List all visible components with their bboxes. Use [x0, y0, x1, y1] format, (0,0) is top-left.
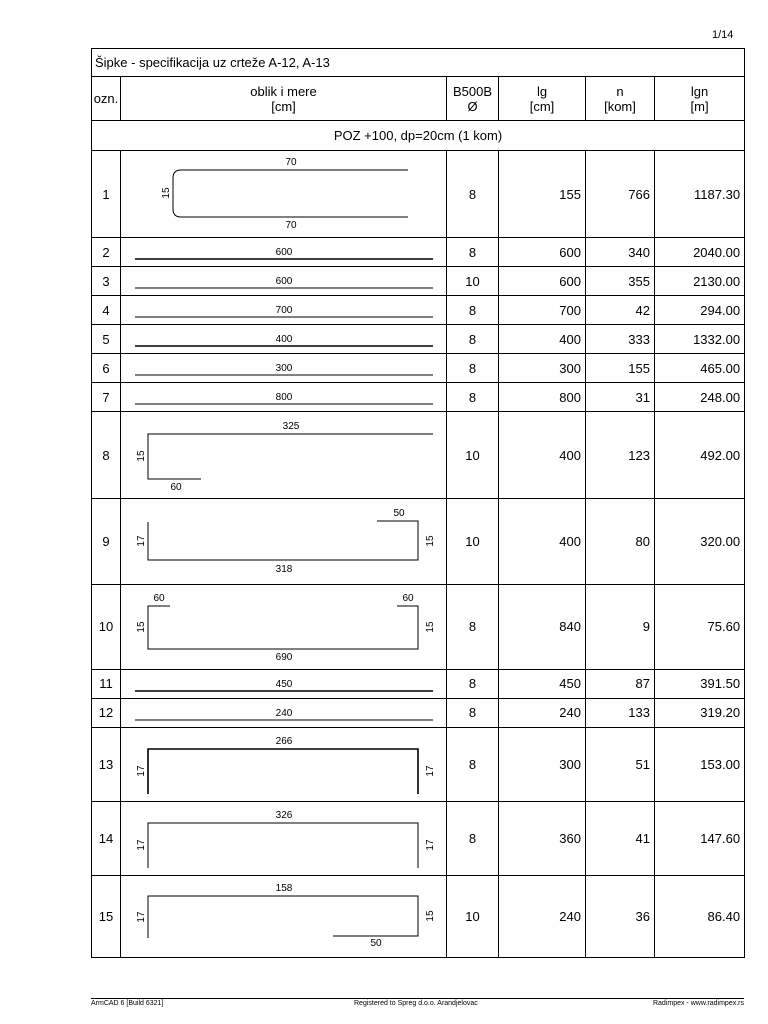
row-count: 31 [586, 383, 655, 412]
row-total: 248.00 [655, 383, 745, 412]
row-diameter: 8 [447, 325, 499, 354]
dim-main: 240 [275, 707, 293, 719]
row-mark: 1 [92, 151, 121, 238]
row-total: 86.40 [655, 875, 745, 957]
dim-left: 17 [136, 839, 147, 851]
row-length: 700 [499, 296, 586, 325]
dim-main: 600 [275, 247, 293, 259]
bar-shape-drawing [121, 585, 447, 669]
header-total: lgn [m] [655, 77, 745, 121]
bar-shape-drawing [121, 238, 447, 266]
bar-shape-drawing [121, 500, 447, 584]
row-mark: 4 [92, 296, 121, 325]
row-mark: 14 [92, 801, 121, 875]
dim-right: 15 [425, 910, 436, 922]
row-mark: 7 [92, 383, 121, 412]
table-row [92, 151, 745, 238]
row-diameter: 8 [447, 383, 499, 412]
row-shape [121, 412, 447, 499]
header-count: n [kom] [586, 77, 655, 121]
bar-shape-drawing [121, 151, 447, 237]
dim-bottom: 60 [170, 482, 182, 494]
dim-bottom: 50 [370, 937, 382, 949]
dim-main: 450 [275, 678, 293, 690]
row-mark: 11 [92, 669, 121, 698]
row-count: 42 [586, 296, 655, 325]
footer-registration: Registered to Spreg d.o.o. Arandjelovac [354, 1000, 478, 1007]
row-total: 391.50 [655, 669, 745, 698]
row-diameter: 8 [447, 151, 499, 238]
bar-shape-drawing [121, 412, 447, 498]
row-count: 766 [586, 151, 655, 238]
row-shape [121, 325, 447, 354]
table-row [92, 727, 745, 801]
dim-top: 326 [275, 809, 293, 821]
row-length: 360 [499, 801, 586, 875]
row-total: 1187.30 [655, 151, 745, 238]
row-length: 800 [499, 383, 586, 412]
dim-left: 17 [136, 911, 147, 923]
row-shape [121, 875, 447, 957]
row-mark: 8 [92, 412, 121, 499]
dim-top: 266 [275, 735, 293, 747]
row-shape [121, 698, 447, 727]
row-diameter: 8 [447, 354, 499, 383]
row-count: 36 [586, 875, 655, 957]
row-mark: 3 [92, 267, 121, 296]
row-shape [121, 267, 447, 296]
row-total: 2130.00 [655, 267, 745, 296]
dim-top: 325 [282, 421, 300, 433]
row-shape [121, 801, 447, 875]
rebar-specification-table [91, 48, 745, 958]
row-mark: 9 [92, 499, 121, 584]
table-row [92, 499, 745, 584]
dim-left: 15 [161, 187, 172, 199]
table-row [92, 698, 745, 727]
header-length: lg [cm] [499, 77, 586, 121]
row-shape [121, 499, 447, 584]
row-diameter: 10 [447, 875, 499, 957]
row-count: 340 [586, 238, 655, 267]
row-length: 240 [499, 698, 586, 727]
table-row [92, 669, 745, 698]
row-length: 600 [499, 238, 586, 267]
dim-bottom: 690 [275, 651, 293, 663]
row-diameter: 10 [447, 412, 499, 499]
dim-top-right: 60 [402, 592, 414, 604]
row-length: 300 [499, 727, 586, 801]
row-shape [121, 669, 447, 698]
dim-main: 400 [275, 334, 293, 346]
dim-top: 70 [285, 157, 297, 169]
row-mark: 10 [92, 584, 121, 669]
row-length: 840 [499, 584, 586, 669]
row-diameter: 8 [447, 296, 499, 325]
header-mark: ozn. [92, 77, 121, 121]
row-count: 41 [586, 801, 655, 875]
row-count: 155 [586, 354, 655, 383]
dim-top: 50 [393, 507, 405, 519]
row-diameter: 8 [447, 669, 499, 698]
header-grade: B500B Ø [447, 77, 499, 121]
row-total: 147.60 [655, 801, 745, 875]
row-length: 300 [499, 354, 586, 383]
bar-shape-drawing [121, 354, 447, 382]
dim-left: 17 [136, 534, 147, 547]
dim-main: 800 [275, 392, 293, 404]
row-shape [121, 383, 447, 412]
row-count: 80 [586, 499, 655, 584]
dim-bottom: 70 [285, 220, 297, 232]
row-length: 600 [499, 267, 586, 296]
row-shape [121, 354, 447, 383]
row-diameter: 8 [447, 238, 499, 267]
header-shape: oblik i mere [cm] [121, 77, 447, 121]
table-row [92, 267, 745, 296]
table-row [92, 354, 745, 383]
table-row [92, 584, 745, 669]
row-diameter: 8 [447, 727, 499, 801]
row-total: 319.20 [655, 698, 745, 727]
row-total: 465.00 [655, 354, 745, 383]
dim-main: 600 [275, 276, 293, 288]
row-total: 153.00 [655, 727, 745, 801]
row-shape [121, 238, 447, 267]
row-total: 2040.00 [655, 238, 745, 267]
dim-left: 17 [136, 765, 147, 777]
table-row [92, 801, 745, 875]
page-number: 1/14 [712, 29, 734, 41]
row-shape [121, 296, 447, 325]
row-count: 355 [586, 267, 655, 296]
bar-shape-drawing [121, 296, 447, 324]
row-shape [121, 151, 447, 238]
row-length: 400 [499, 325, 586, 354]
row-total: 320.00 [655, 499, 745, 584]
table-row [92, 238, 745, 267]
row-mark: 6 [92, 354, 121, 383]
row-length: 450 [499, 669, 586, 698]
row-count: 9 [586, 584, 655, 669]
bar-shape-drawing [121, 383, 447, 411]
dim-top-left: 60 [153, 592, 165, 604]
table-title: Šipke - specifikacija uz crteže A-12, A-13 [92, 49, 745, 77]
row-diameter: 10 [447, 499, 499, 584]
table-row [92, 875, 745, 957]
bar-shape-drawing [121, 670, 447, 698]
dim-main: 300 [275, 363, 293, 375]
row-diameter: 8 [447, 801, 499, 875]
table-row [92, 296, 745, 325]
row-mark: 2 [92, 238, 121, 267]
dim-right: 17 [425, 839, 436, 851]
row-mark: 5 [92, 325, 121, 354]
table-row [92, 325, 745, 354]
row-count: 133 [586, 698, 655, 727]
table-row [92, 383, 745, 412]
dim-top: 158 [275, 882, 293, 894]
footer-vendor: Radimpex - www.radimpex.rs [652, 1000, 744, 1007]
row-length: 400 [499, 412, 586, 499]
row-mark: 13 [92, 727, 121, 801]
dim-left: 15 [136, 450, 147, 462]
row-total: 294.00 [655, 296, 745, 325]
footer-software: ArmCAD 6 [Build 6321] [91, 1000, 164, 1007]
row-count: 51 [586, 727, 655, 801]
bar-shape-drawing [121, 267, 447, 295]
row-total: 1332.00 [655, 325, 745, 354]
bar-shape-drawing [121, 876, 447, 957]
bar-shape-drawing [121, 802, 447, 875]
row-shape [121, 727, 447, 801]
row-total: 492.00 [655, 412, 745, 499]
bar-shape-drawing [121, 728, 447, 801]
dim-right: 15 [425, 621, 436, 633]
header-row [92, 77, 745, 121]
row-diameter: 8 [447, 698, 499, 727]
dim-main: 700 [275, 305, 293, 317]
row-total: 75.60 [655, 584, 745, 669]
row-length: 400 [499, 499, 586, 584]
row-mark: 12 [92, 698, 121, 727]
row-shape [121, 584, 447, 669]
row-length: 155 [499, 151, 586, 238]
bar-shape-drawing [121, 325, 447, 353]
row-length: 240 [499, 875, 586, 957]
dim-bottom: 318 [275, 563, 293, 575]
section-heading: POZ +100, dp=20cm (1 kom) [92, 121, 745, 151]
row-count: 87 [586, 669, 655, 698]
table-row [92, 412, 745, 499]
row-count: 333 [586, 325, 655, 354]
row-count: 123 [586, 412, 655, 499]
bar-shape-drawing [121, 699, 447, 727]
dim-right: 17 [425, 765, 436, 777]
row-mark: 15 [92, 875, 121, 957]
row-diameter: 10 [447, 267, 499, 296]
dim-left: 15 [136, 621, 147, 633]
dim-right: 15 [425, 534, 436, 547]
row-diameter: 8 [447, 584, 499, 669]
page-footer [91, 998, 744, 1013]
